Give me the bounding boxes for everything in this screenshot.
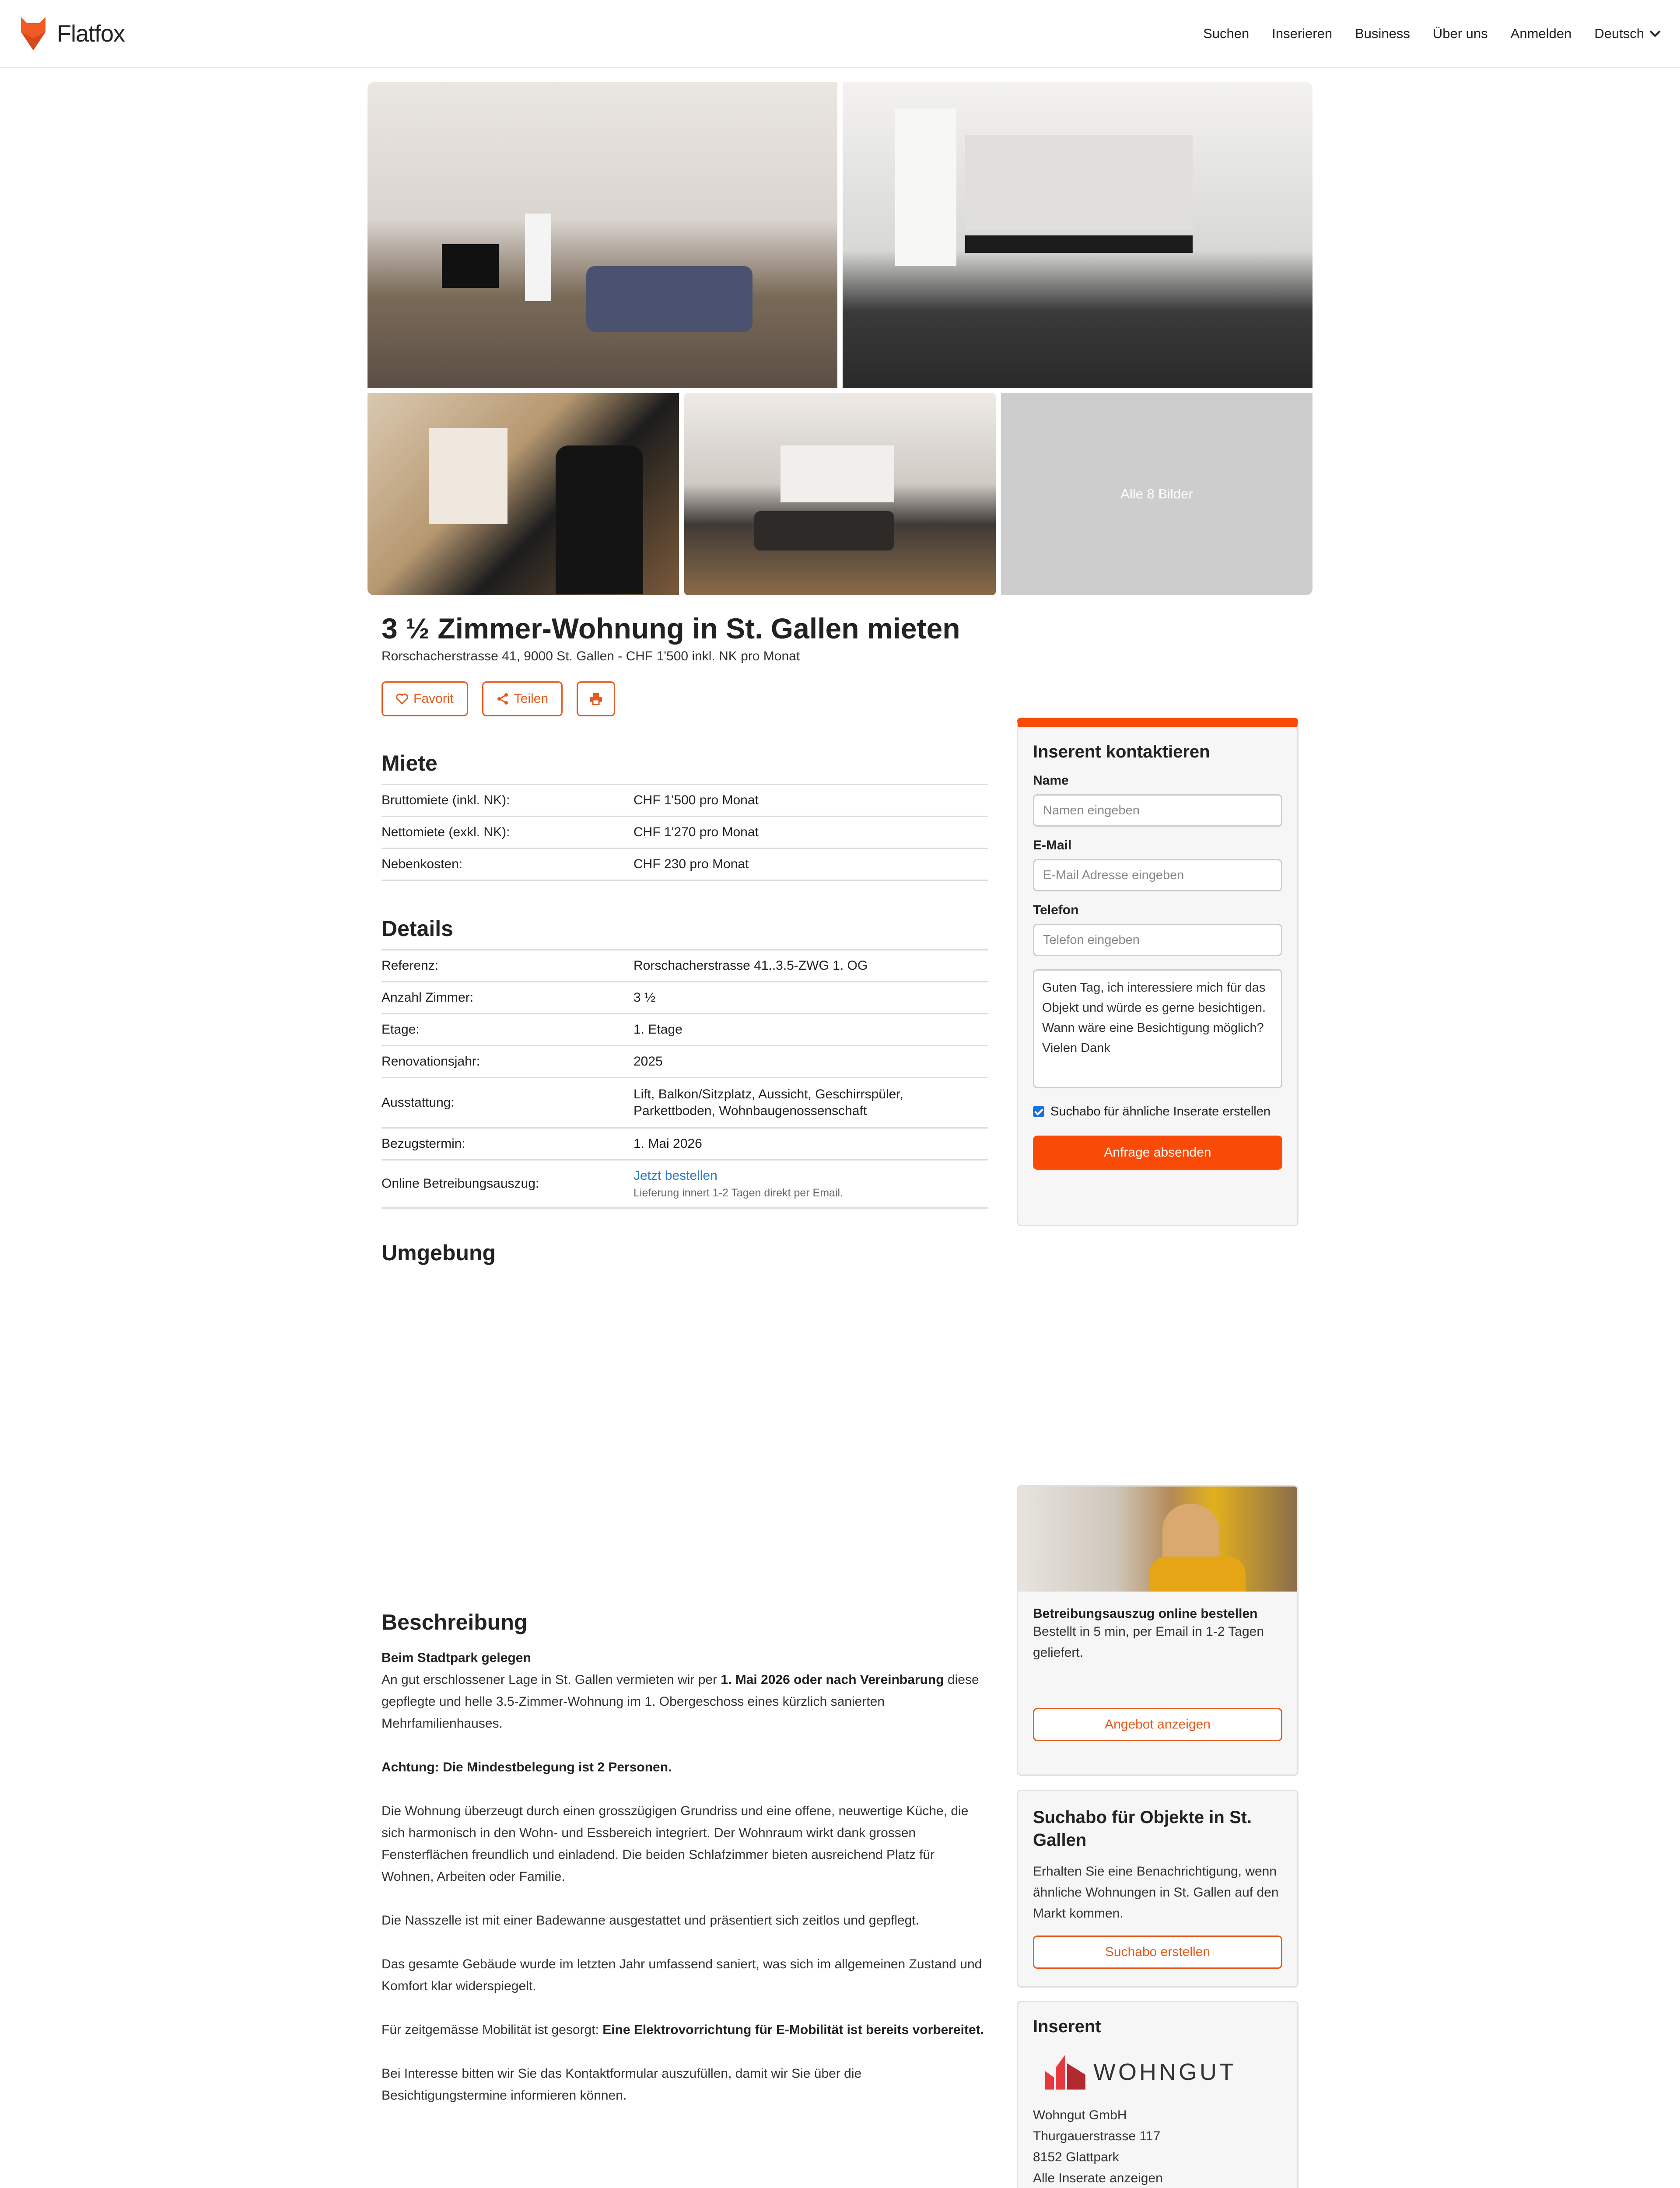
description-paragraph: Das gesamte Gebäude wurde im letzten Jahr umfassend saniert, was sich im allgemeinen Zustand und Komfort klar widerspiegelt. bbox=[382, 1957, 982, 1993]
order-debt-extract-link[interactable]: Jetzt bestellen bbox=[634, 1168, 718, 1183]
promo-title: Betreibungsauszug online bestellen bbox=[1033, 1606, 1258, 1621]
details-heading: Details bbox=[382, 916, 453, 941]
row-label: Etage: bbox=[382, 1013, 634, 1045]
listing-title: 3 ½ Zimmer-Wohnung in St. Gallen mieten bbox=[382, 612, 960, 645]
table-row bbox=[382, 982, 988, 1013]
row-label: Referenz: bbox=[382, 950, 634, 982]
row-label: Bezugstermin: bbox=[382, 1128, 634, 1160]
contact-card bbox=[1017, 718, 1298, 1226]
description-emphasis: Achtung: Die Mindestbelegung ist 2 Personen. bbox=[382, 1760, 672, 1774]
nav-ueber-uns[interactable]: Über uns bbox=[1432, 25, 1488, 41]
heart-icon bbox=[396, 693, 408, 705]
table-row bbox=[382, 816, 988, 848]
print-icon bbox=[589, 693, 602, 705]
language-label: Deutsch bbox=[1594, 25, 1644, 41]
table-row bbox=[382, 1045, 988, 1077]
table-row bbox=[382, 1160, 988, 1208]
print-button[interactable] bbox=[577, 681, 615, 716]
wohngut-logo-icon bbox=[1045, 2055, 1085, 2090]
contact-heading: Inserent kontaktieren bbox=[1033, 742, 1210, 761]
email-label: E-Mail bbox=[1033, 838, 1072, 852]
description-heading: Beschreibung bbox=[382, 1609, 528, 1634]
create-search-alert-button[interactable]: Suchabo erstellen bbox=[1033, 1936, 1282, 1969]
gallery-photo-living-room[interactable] bbox=[368, 82, 837, 388]
row-label: Nettomiete (exkl. NK): bbox=[382, 816, 634, 848]
table-row bbox=[382, 848, 988, 880]
description-emphasis: 1. Mai 2026 oder nach Vereinbarung bbox=[721, 1672, 944, 1687]
row-label: Anzahl Zimmer: bbox=[382, 982, 634, 1013]
row-value: 1. Etage bbox=[634, 1013, 988, 1045]
listing-subtitle: Rorschacherstrasse 41, 9000 St. Gallen - CHF 1'500 inkl. NK pro Monat bbox=[382, 649, 800, 663]
show-offer-button[interactable]: Angebot anzeigen bbox=[1033, 1708, 1282, 1741]
favorite-label: Favorit bbox=[413, 691, 454, 706]
phone-input[interactable]: Telefon eingeben bbox=[1033, 924, 1282, 956]
gallery-photo-kitchen[interactable] bbox=[843, 82, 1312, 388]
table-row bbox=[382, 1077, 988, 1128]
listing-actions bbox=[382, 681, 988, 716]
share-icon bbox=[497, 693, 509, 705]
phone-label: Telefon bbox=[1033, 903, 1079, 917]
delivery-note: Lieferung innert 1-2 Tagen direkt per Email. bbox=[634, 1186, 843, 1199]
advertiser-name: Wohngut GmbH bbox=[1033, 2108, 1127, 2122]
nav-anmelden[interactable]: Anmelden bbox=[1510, 25, 1572, 41]
advertiser-heading: Inserent bbox=[1033, 2017, 1101, 2036]
gallery-all-images-button[interactable] bbox=[1001, 393, 1312, 595]
checkbox-checked[interactable] bbox=[1033, 1106, 1044, 1117]
promo-card bbox=[1017, 1485, 1298, 1776]
row-label: Online Betreibungsauszug: bbox=[382, 1160, 634, 1208]
all-listings-link[interactable]: Alle Inserate anzeigen bbox=[1033, 2171, 1163, 2185]
brand[interactable] bbox=[19, 17, 125, 50]
checkbox-label: Suchabo für ähnliche Inserate erstellen bbox=[1050, 1105, 1270, 1119]
nav-business[interactable]: Business bbox=[1355, 25, 1410, 41]
promo-text: Bestellt in 5 min, per Email in 1-2 Tagen geliefert. bbox=[1033, 1624, 1264, 1660]
gallery-photo-living-room-2[interactable] bbox=[684, 393, 996, 595]
description-section bbox=[382, 1609, 988, 2107]
description-paragraph: Die Nasszelle ist mit einer Badewanne ausgestattet und präsentiert sich zeitlos und gepflegt. bbox=[382, 1913, 920, 1928]
row-value: 1. Mai 2026 bbox=[634, 1128, 988, 1160]
gallery-photo-bedroom[interactable] bbox=[368, 393, 679, 595]
flatfox-logo-icon bbox=[19, 17, 47, 50]
name-input[interactable]: Namen eingeben bbox=[1033, 794, 1282, 827]
rent-table bbox=[382, 784, 988, 881]
advertiser-city: 8152 Glattpark bbox=[1033, 2150, 1119, 2164]
site-header bbox=[0, 0, 1680, 68]
description-paragraph bbox=[382, 1757, 988, 1778]
description-paragraph: Die Wohnung überzeugt durch einen grosszügigen Grundriss und eine offene, neuwertige Küche, die sich harmonisch in den Wohn- und Essbereich integriert. Der Wohnraum wirkt dank grossen Fensterflächen freundlich und einladend. Die beiden Schlafzimmer bieten ausreichend Platz für Wohnen, Arbeiten oder Familie. bbox=[382, 1803, 969, 1884]
row-value: 2025 bbox=[634, 1045, 988, 1077]
row-label: Nebenkosten: bbox=[382, 848, 634, 880]
search-alert-heading: Suchabo für Objekte in St. Gallen bbox=[1033, 1808, 1252, 1850]
advertiser-logo-text: WOHNGUT bbox=[1093, 2059, 1236, 2085]
message-textarea[interactable]: Guten Tag, ich interessiere mich für das Objekt und würde es gerne besichtigen. Wann wäre eine Besichtigung möglich? Vielen Dank bbox=[1033, 969, 1282, 1088]
surroundings-heading: Umgebung bbox=[382, 1240, 496, 1265]
description-paragraph bbox=[382, 2019, 988, 2041]
nav-inserieren[interactable]: Inserieren bbox=[1272, 25, 1333, 41]
advertiser-street: Thurgauerstrasse 117 bbox=[1033, 2129, 1161, 2143]
main-nav bbox=[1203, 26, 1661, 42]
row-label: Bruttomiete (inkl. NK): bbox=[382, 784, 634, 816]
share-button[interactable] bbox=[482, 681, 563, 716]
details-table bbox=[382, 949, 988, 1209]
row-value: CHF 1'270 pro Monat bbox=[634, 816, 988, 848]
table-row bbox=[382, 950, 988, 982]
email-input[interactable]: E-Mail Adresse eingeben bbox=[1033, 859, 1282, 891]
name-label: Name bbox=[1033, 773, 1069, 788]
search-alert-card bbox=[1017, 1790, 1298, 1988]
description-paragraph bbox=[382, 1647, 988, 1735]
rent-heading: Miete bbox=[382, 750, 438, 775]
table-row bbox=[382, 1013, 988, 1045]
row-value: Rorschacherstrasse 41..3.5-ZWG 1. OG bbox=[634, 950, 988, 982]
description-lead: Beim Stadtpark gelegen bbox=[382, 1650, 531, 1665]
description-text: diese gepflegte und helle 3.5-Zimmer-Wohnung im 1. Obergeschoss eines kürzlich sanierten Mehrfamilienhauses. bbox=[382, 1672, 979, 1731]
search-alert-checkbox-row[interactable] bbox=[1033, 1101, 1282, 1122]
description-text: Für zeitgemässe Mobilität ist gesorgt: bbox=[382, 2022, 603, 2037]
language-switcher[interactable] bbox=[1594, 26, 1661, 42]
nav-suchen[interactable]: Suchen bbox=[1203, 25, 1250, 41]
favorite-button[interactable] bbox=[382, 681, 468, 716]
row-value: CHF 230 pro Monat bbox=[634, 848, 988, 880]
table-row bbox=[382, 784, 988, 816]
description-paragraph: Bei Interesse bitten wir Sie das Kontaktformular auszufüllen, damit wir Sie über die Besichtigungstermine informieren können. bbox=[382, 2066, 862, 2103]
submit-inquiry-button[interactable]: Anfrage absenden bbox=[1033, 1136, 1282, 1170]
row-label: Renovationsjahr: bbox=[382, 1045, 634, 1077]
search-alert-text: Erhalten Sie eine Benachrichtigung, wenn ähnliche Wohnungen in St. Gallen auf den Markt kommen. bbox=[1033, 1864, 1279, 1921]
all-images-label: Alle 8 Bilder bbox=[1120, 486, 1193, 501]
row-value: 3 ½ bbox=[634, 982, 988, 1013]
chevron-down-icon bbox=[1649, 30, 1661, 37]
description-emphasis: Eine Elektrovorrichtung für E-Mobilität ist bereits vorbereitet. bbox=[602, 2022, 984, 2037]
advertiser-logo bbox=[1045, 2052, 1282, 2092]
share-label: Teilen bbox=[514, 691, 549, 706]
description-text: An gut erschlossener Lage in St. Gallen vermieten wir per bbox=[382, 1672, 721, 1687]
advertiser-card bbox=[1017, 2001, 1298, 2188]
table-row bbox=[382, 1128, 988, 1160]
row-value: Lift, Balkon/Sitzplatz, Aussicht, Geschirrspüler, Parkettboden, Wohnbaugenossenschaft bbox=[634, 1077, 988, 1128]
promo-image bbox=[1018, 1487, 1297, 1592]
brand-name: Flatfox bbox=[57, 20, 125, 47]
row-value: CHF 1'500 pro Monat bbox=[634, 784, 988, 816]
row-value bbox=[634, 1160, 988, 1208]
image-gallery bbox=[368, 82, 1312, 595]
listing-main bbox=[382, 613, 988, 2128]
row-label: Ausstattung: bbox=[382, 1077, 634, 1128]
